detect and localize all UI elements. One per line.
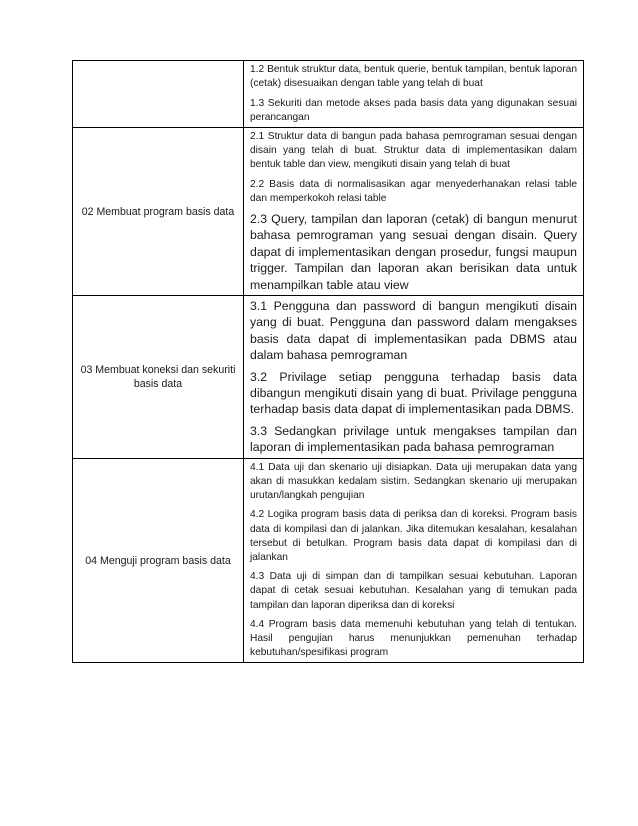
table-row (73, 128, 584, 296)
criteria-item: 3.2 Privilage setiap pengguna terhadap basis data dibangun mengikuti disain yang di buat. Privilage pengguna terhadap basis data dapat di implementasikan pada DBMS. (250, 369, 577, 417)
element-cell: 02 Membuat program basis data (73, 128, 244, 296)
table-row (73, 296, 584, 459)
criteria-item: 2.1 Struktur data di bangun pada bahasa pemrograman sesuai dengan disain yang telah di buat. Struktur data di implementasikan dalam bentuk table dan view, mengikuti disain yang telah di buat (250, 131, 577, 171)
table-row (73, 458, 584, 663)
criteria-item: 2.2 Basis data di normalisasikan agar menyederhanakan relasi table dan memperkokoh relasi table (250, 178, 577, 204)
criteria-item: 1.3 Sekuriti dan metode akses pada basis data yang digunakan sesuai perancangan (250, 97, 577, 123)
criteria-item: 3.3 Sedangkan privilage untuk mengakses tampilan dan laporan di implementasikan pada bahasa pemrograman (250, 423, 577, 455)
element-cell: 03 Membuat koneksi dan sekuriti basis data (73, 296, 244, 459)
criteria-cell (244, 61, 584, 128)
criteria-item: 2.3 Query, tampilan dan laporan (cetak) di bangun menurut bahasa pemrograman yang sesuai dengan disain. Query dapat di implementasikan dengan prosedur, fungsi maupun trigger. Tampilan dan laporan akan berisikan data untuk menampilkan table atau view (250, 212, 577, 292)
criteria-cell (244, 128, 584, 296)
table-row (73, 61, 584, 128)
criteria-item: 4.3 Data uji di simpan dan di tampilkan sesuai kebutuhan. Laporan dapat di cetak sesuai kebutuhan. Kesalahan yang di temukan pada tampilan dan laporan diperiksa dan di koreksi (250, 571, 577, 611)
criteria-cell (244, 458, 584, 663)
criteria-item: 1.2 Bentuk struktur data, bentuk querie, bentuk tampilan, bentuk laporan (cetak) disesuaikan dengan table yang telah di buat (250, 64, 577, 90)
criteria-item: 4.2 Logika program basis data di periksa dan di koreksi. Program basis data di kompilasi dan di jalankan. Jika ditemukan kesalahan, kesalahan tersebut di betulkan. Program basis data dapat di kompilasi dan di jalankan (250, 509, 577, 563)
criteria-item: 4.4 Program basis data memenuhi kebutuhan yang telah di tentukan. Hasil pengujian harus menunjukkan pemenuhan terhadap kebutuhan/spesifikasi program (250, 618, 577, 659)
criteria-cell (244, 296, 584, 459)
criteria-item: 3.1 Pengguna dan password di bangun mengikuti disain yang di buat. Pengguna dan password dalam mengakses basis data dapat di implementasikan pada DBMS atau dalam bahasa pemrograman (250, 299, 577, 363)
competency-table (72, 60, 584, 663)
element-cell (73, 61, 244, 128)
criteria-item: 4.1 Data uji dan skenario uji disiapkan. Data uji merupakan data yang akan di masukkan kedalam sistim. Sedangkan skenario uji merupakan urutan/langkah pengujian (250, 461, 577, 502)
element-cell: 04 Menguji program basis data (73, 458, 244, 663)
